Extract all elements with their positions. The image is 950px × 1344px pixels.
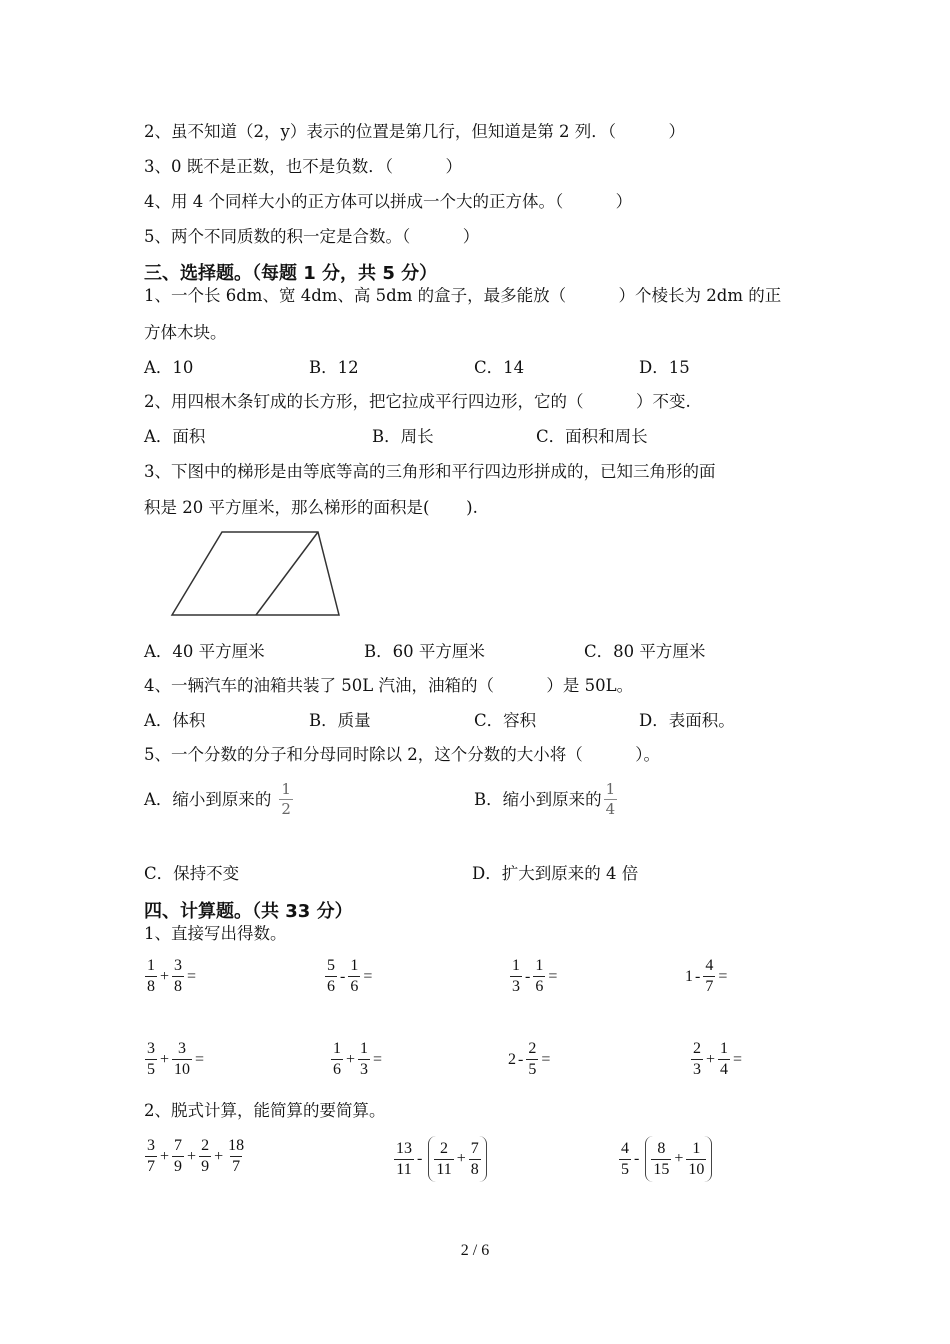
- fraction: [434, 1141, 453, 1178]
- step-calc-2: [393, 1136, 487, 1182]
- denominator: 10: [174, 1061, 191, 1078]
- section3-title: 三、选择题。（每题 1 分，共 5 分）: [144, 263, 438, 284]
- q3-2-option-a: A．面积: [144, 427, 206, 446]
- q3-4-option-c: C．容积: [474, 711, 537, 730]
- numerator: 1: [692, 1139, 701, 1157]
- numerator: 4: [621, 1139, 629, 1157]
- operator: +: [187, 1147, 197, 1165]
- numerator: 1: [281, 780, 291, 798]
- q3-2-option-b: B．周长: [372, 427, 434, 446]
- q3-1-option-b: B．12: [309, 358, 359, 377]
- operator: -: [340, 967, 346, 985]
- fraction: [469, 1141, 481, 1178]
- denominator: 10: [688, 1160, 705, 1178]
- operator: +: [706, 1050, 716, 1068]
- q3-5-option-a: [144, 782, 294, 817]
- denominator: 2: [281, 800, 291, 818]
- q3-5-option-b: [474, 782, 618, 817]
- denominator: 7: [705, 978, 714, 995]
- oral-calc-4: [685, 958, 729, 995]
- q3-5-option-c: C．保持不变: [144, 864, 240, 883]
- fraction: [226, 1138, 246, 1175]
- q3-5-option-d: D．扩大到原来的 4 倍: [472, 864, 639, 883]
- numerator: 1: [360, 1040, 369, 1057]
- operator: -: [525, 967, 531, 985]
- fraction: [526, 1041, 538, 1078]
- step-calc-3: [618, 1136, 712, 1182]
- equals: =: [195, 1050, 205, 1068]
- whole-number: 2: [508, 1050, 516, 1068]
- denominator: 3: [360, 1061, 369, 1078]
- operator: +: [160, 1050, 170, 1068]
- denominator: 15: [653, 1160, 670, 1178]
- oral-calc-6: [330, 1041, 384, 1078]
- numerator: 1: [350, 957, 359, 974]
- oral-calc-1: [144, 958, 198, 995]
- judge-item-2: 2、虽不知道（2，y）表示的位置是第几行，但知道是第 2 列．（ ）: [144, 122, 686, 141]
- fraction: [533, 958, 545, 995]
- operator: -: [634, 1150, 640, 1167]
- denominator: 8: [470, 1160, 479, 1178]
- denominator: 11: [436, 1160, 452, 1178]
- numerator: 2: [201, 1137, 210, 1154]
- equals: =: [363, 967, 373, 985]
- equals: =: [733, 1050, 743, 1068]
- q3-1-option-c: C．14: [474, 358, 525, 377]
- parentheses: [645, 1136, 712, 1182]
- denominator: 6: [327, 978, 335, 995]
- denominator: 5: [528, 1061, 537, 1078]
- denominator: 11: [396, 1160, 412, 1178]
- numerator: 3: [147, 1040, 155, 1057]
- denominator: 7: [232, 1158, 241, 1175]
- numerator: 3: [174, 957, 183, 974]
- operator: +: [160, 1147, 170, 1165]
- denominator: 9: [174, 1158, 183, 1175]
- whole-number: 1: [685, 967, 693, 985]
- q3-3-line2: 积是 20 平方厘米，那么梯形的面积是( ).: [144, 498, 478, 517]
- denominator: 4: [720, 1061, 729, 1078]
- numerator: 13: [396, 1139, 412, 1157]
- numerator: 4: [705, 957, 714, 974]
- oral-calc-7: [508, 1041, 552, 1078]
- fraction: [394, 1141, 414, 1178]
- trapezoid-figure: [165, 527, 350, 622]
- q3-4: 4、一辆汽车的油箱共装了 50L 汽油，油箱的（ ）是 50L。: [144, 676, 634, 695]
- denominator: 6: [535, 978, 544, 995]
- denominator: 7: [147, 1158, 155, 1175]
- q3-3-option-c: C．80 平方厘米: [584, 642, 706, 661]
- denominator: 3: [512, 978, 520, 995]
- q3-5-fraction-a: [279, 782, 293, 817]
- numerator: 2: [440, 1139, 449, 1157]
- fraction: [348, 958, 360, 995]
- equals: =: [548, 967, 558, 985]
- judge-item-5: 5、两个不同质数的积一定是合数。（ ）: [144, 227, 480, 246]
- fraction: [172, 1041, 192, 1078]
- denominator: 6: [350, 978, 359, 995]
- numerator: 7: [174, 1137, 183, 1154]
- denominator: 8: [147, 978, 155, 995]
- q3-4-option-d: D．表面积。: [639, 711, 735, 730]
- fraction: [358, 1041, 370, 1078]
- q3-1-option-d: D．15: [639, 358, 690, 377]
- numerator: 3: [147, 1137, 155, 1154]
- numerator: 7: [470, 1139, 479, 1157]
- operator: +: [456, 1150, 466, 1167]
- denominator: 8: [174, 978, 183, 995]
- operator: -: [695, 967, 701, 985]
- oral-calc-2: [324, 958, 374, 995]
- fraction: [172, 958, 184, 995]
- q3-3-option-b: B．60 平方厘米: [364, 642, 485, 661]
- oral-calc-3: [509, 958, 559, 995]
- section4-title: 四、计算题。（共 33 分）: [144, 901, 353, 922]
- fraction: [619, 1141, 631, 1178]
- q3-5-option-a-label: A．缩小到原来的: [144, 789, 272, 809]
- equals: =: [718, 967, 728, 985]
- q3-5: 5、一个分数的分子和分母同时除以 2，这个分数的大小将（ ）。: [144, 745, 660, 764]
- numerator: 2: [693, 1040, 701, 1057]
- q4-1: 1、直接写出得数。: [144, 924, 287, 943]
- judge-item-3: 3、0 既不是正数，也不是负数．（ ）: [144, 157, 462, 176]
- fraction: [691, 1041, 703, 1078]
- q3-2-option-c: C．面积和周长: [536, 427, 648, 446]
- oral-calc-8: [690, 1041, 744, 1078]
- denominator: 5: [147, 1061, 155, 1078]
- fraction: [703, 958, 715, 995]
- denominator: 6: [333, 1061, 341, 1078]
- operator: -: [518, 1050, 524, 1068]
- q3-4-option-b: B．质量: [309, 711, 371, 730]
- fraction: [145, 1041, 157, 1078]
- numerator: 2: [528, 1040, 537, 1057]
- step-calc-1: [144, 1138, 247, 1175]
- fraction: [325, 958, 337, 995]
- q3-5-fraction-b: [604, 782, 618, 817]
- fraction: [510, 958, 522, 995]
- operator: -: [417, 1150, 423, 1167]
- denominator: 5: [621, 1160, 629, 1178]
- fraction: [145, 1138, 157, 1175]
- numerator: 1: [512, 957, 520, 974]
- fraction: [651, 1141, 671, 1178]
- numerator: 5: [327, 957, 335, 974]
- denominator: 4: [605, 800, 616, 818]
- numerator: 1: [720, 1040, 729, 1057]
- numerator: 1: [535, 957, 544, 974]
- q3-2: 2、用四根木条钉成的长方形，把它拉成平行四边形，它的（ ）不变.: [144, 392, 691, 411]
- numerator: 18: [228, 1137, 245, 1154]
- operator: +: [214, 1147, 224, 1165]
- fraction: [172, 1138, 184, 1175]
- fraction: [199, 1138, 211, 1175]
- q3-3-option-a: A．40 平方厘米: [144, 642, 265, 661]
- fraction: [718, 1041, 730, 1078]
- equals: =: [373, 1050, 383, 1068]
- denominator: 3: [693, 1061, 701, 1078]
- numerator: 3: [178, 1040, 187, 1057]
- operator: +: [674, 1150, 684, 1167]
- q3-4-option-a: A．体积: [144, 711, 206, 730]
- numerator: 1: [605, 780, 616, 798]
- fraction: [331, 1041, 343, 1078]
- numerator: 1: [333, 1040, 341, 1057]
- numerator: 8: [657, 1139, 666, 1157]
- equals: =: [541, 1050, 551, 1068]
- q3-5-option-b-label: B．缩小到原来的: [474, 789, 602, 809]
- oral-calc-5: [144, 1041, 206, 1078]
- q3-3-line1: 3、下图中的梯形是由等底等高的三角形和平行四边形拼成的，已知三角形的面: [144, 462, 716, 481]
- q3-1-line2: 方体木块。: [144, 323, 227, 342]
- operator: +: [160, 967, 170, 985]
- numerator: 1: [147, 957, 155, 974]
- fraction: [686, 1141, 706, 1178]
- denominator: 9: [201, 1158, 210, 1175]
- operator: +: [346, 1050, 356, 1068]
- q4-2: 2、脱式计算，能简算的要简算。: [144, 1101, 386, 1120]
- equals: =: [187, 967, 197, 985]
- parentheses: [428, 1136, 486, 1182]
- q3-1-line1: 1、一个长 6dm、宽 4dm、高 5dm 的盒子，最多能放（ ）个棱长为 2dm 的正: [144, 286, 782, 305]
- page-number: 2 / 6: [460, 1242, 490, 1259]
- q3-1-option-a: A．10: [144, 358, 194, 377]
- judge-item-4: 4、用 4 个同样大小的正方体可以拼成一个大的正方体。（ ）: [144, 192, 633, 211]
- fraction: [145, 958, 157, 995]
